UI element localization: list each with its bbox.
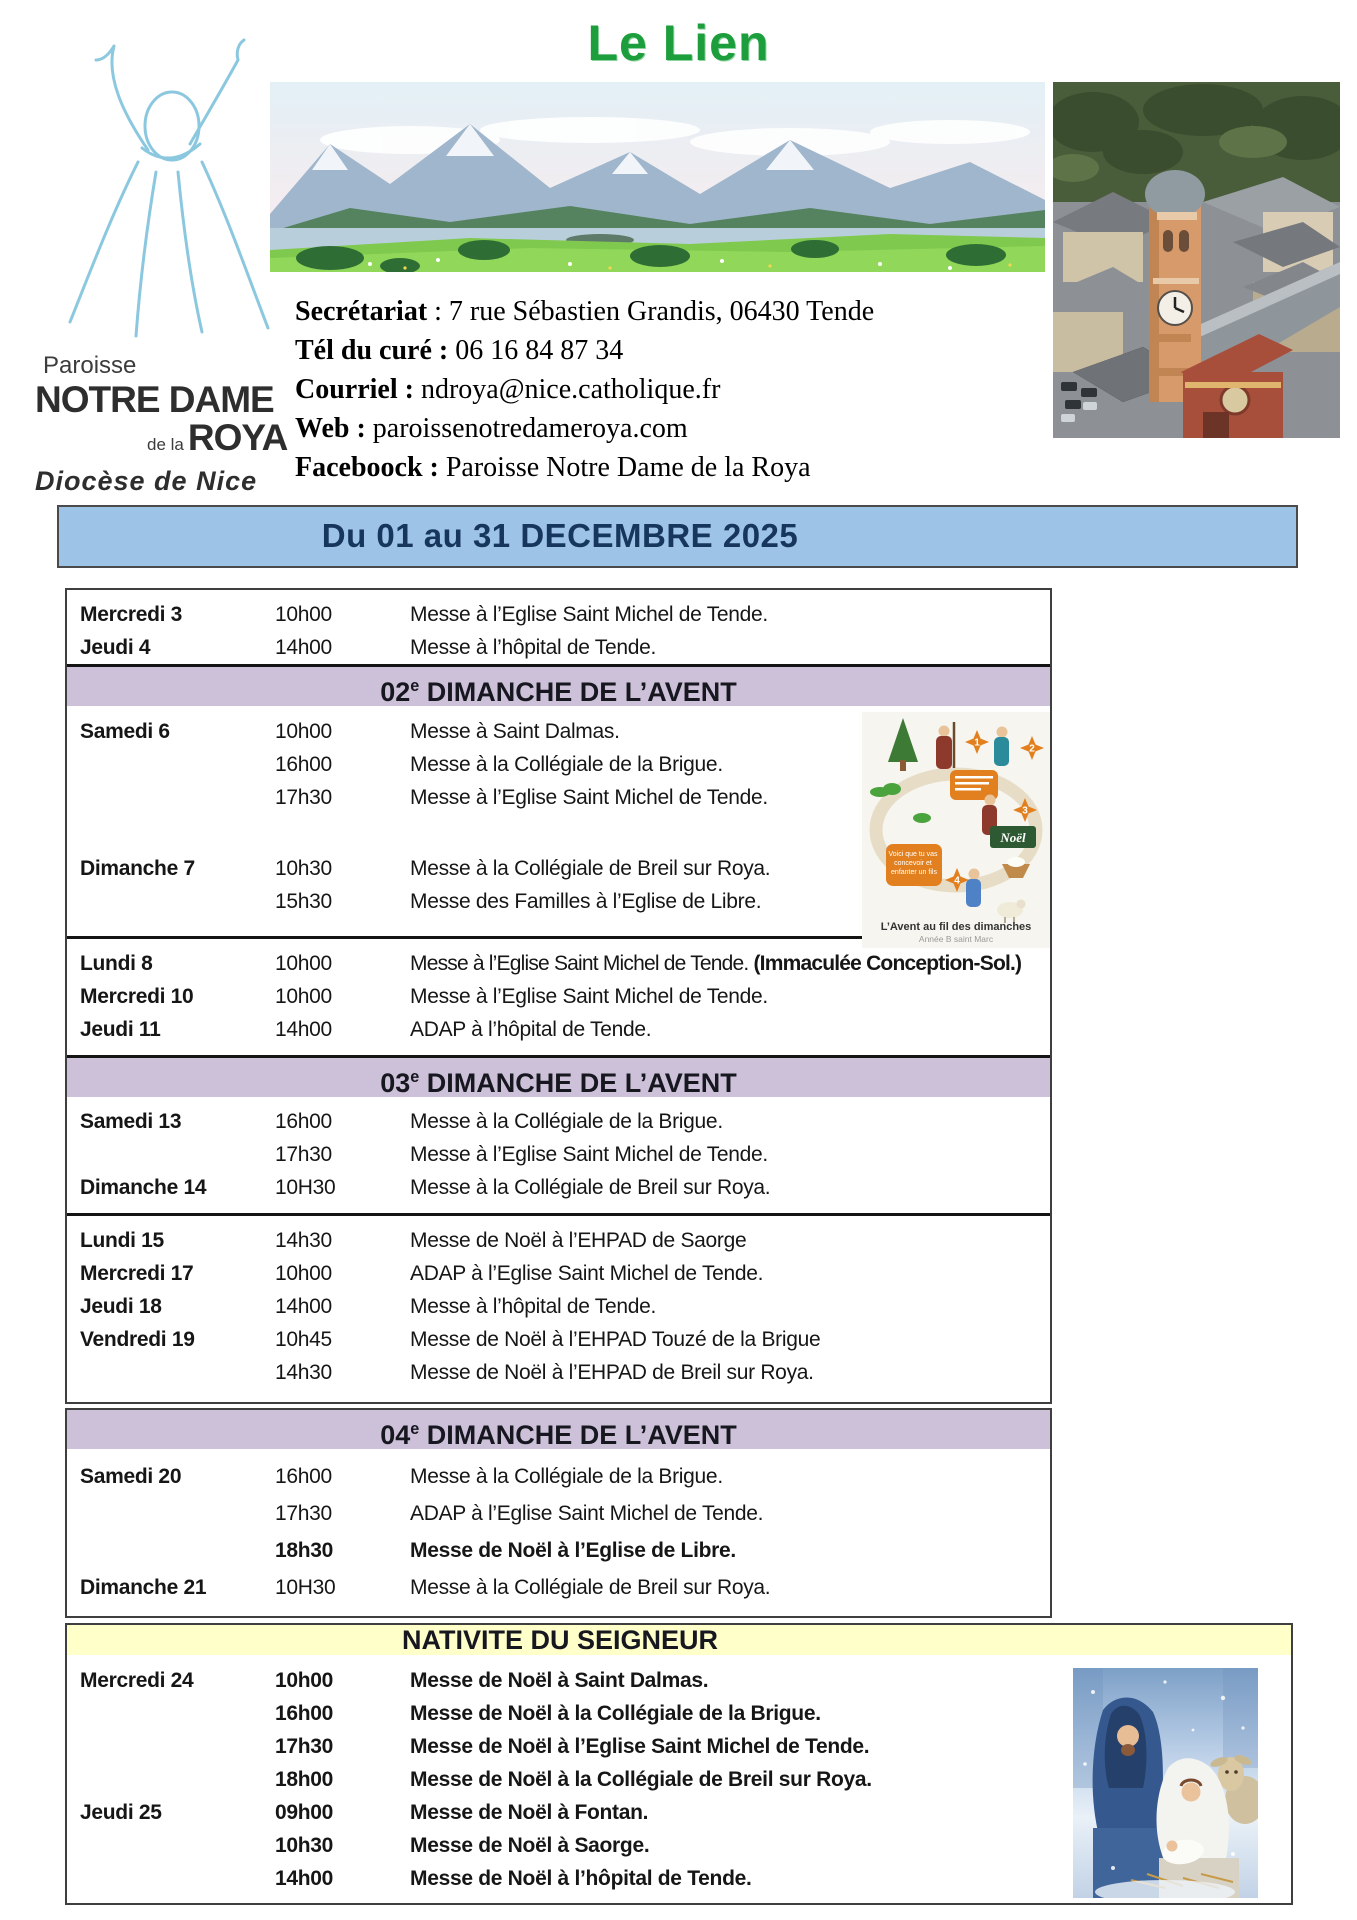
svg-text:1: 1 [974, 737, 980, 749]
schedule-row [67, 1458, 1050, 1495]
row-day: Jeudi 4 [80, 636, 151, 659]
row-description: Messe de Noël à l’Eglise Saint Michel de Tende. [410, 1735, 870, 1758]
row-description: Messe à Saint Dalmas. [410, 720, 620, 743]
row-time: 17h30 [275, 1502, 332, 1525]
row-description: Messe de Noël à l’EHPAD Touzé de la Brigue [410, 1328, 821, 1351]
row-description: Messe à la Collégiale de Breil sur Roya. [410, 857, 771, 880]
schedule-row [67, 1171, 1050, 1204]
schedule-row-group [67, 1449, 1050, 1606]
landscape-illustration-image [270, 82, 1045, 272]
schedule-row [67, 1356, 1050, 1389]
row-day [80, 1862, 275, 1895]
row-description: Messe de Noël à l’hôpital de Tende. [410, 1867, 752, 1890]
section-header-band: 02e DIMANCHE DE L’AVENT [67, 667, 1050, 706]
row-time: 10h00 [275, 1669, 334, 1692]
row-description: Messe de Noël à Saint Dalmas. [410, 1669, 709, 1692]
contact-line: Faceboock : Paroisse Notre Dame de la Roya [295, 452, 811, 483]
schedule-row-group [67, 1097, 1050, 1213]
schedule-row [67, 1105, 1050, 1138]
row-day [80, 748, 275, 781]
row-day [80, 1356, 275, 1389]
row-time: 10H30 [275, 1576, 336, 1599]
date-banner [57, 505, 1298, 568]
schedule-row-group [67, 1216, 1050, 1402]
row-day [80, 1138, 275, 1171]
village-photo-image [1053, 82, 1340, 438]
schedule-row [67, 1569, 1050, 1606]
svg-text:Année B saint Marc: Année B saint Marc [918, 934, 994, 944]
row-time: 14h00 [275, 636, 332, 659]
row-day: Mercredi 10 [80, 985, 194, 1008]
row-day: Vendredi 19 [80, 1328, 195, 1351]
date-banner-text: Du 01 au 31 DECEMBRE 2025 [321, 517, 799, 554]
row-day: Samedi 6 [80, 720, 170, 743]
row-description: Messe à l’Eglise Saint Michel de Tende. [410, 786, 768, 809]
row-time: 15h30 [275, 890, 332, 913]
schedule-row [67, 1290, 1050, 1323]
row-description: Messe à la Collégiale de la Brigue. [410, 1110, 723, 1133]
section-header-band: NATIVITE DU SEIGNEUR [67, 1625, 1291, 1655]
row-day [80, 1730, 275, 1763]
row-day [80, 1697, 275, 1730]
row-day [80, 1532, 275, 1569]
schedule-row [67, 1013, 1050, 1046]
schedule-row [67, 980, 1050, 1013]
row-description: Messe de Noël à l’EHPAD de Saorge [410, 1229, 747, 1252]
row-time: 17h30 [275, 786, 332, 809]
row-day [80, 1495, 275, 1532]
row-time: 16h00 [275, 1110, 332, 1133]
row-time: 10h00 [275, 720, 332, 743]
row-description: Messe de Noël à Saorge. [410, 1834, 650, 1857]
schedule-row [67, 1257, 1050, 1290]
row-description: Messe de Noël à la Collégiale de la Brigue. [410, 1702, 821, 1725]
row-description: Messe à l’Eglise Saint Michel de Tende. [410, 1143, 768, 1166]
logo-line-roya: de la ROYA [147, 417, 288, 458]
row-description: Messe à l’hôpital de Tende. [410, 1295, 657, 1318]
advent-illustration-image [862, 712, 1050, 948]
contact-info [295, 292, 874, 487]
row-day: Dimanche 14 [80, 1176, 207, 1199]
row-time: 10h00 [275, 952, 332, 975]
section-header-band: 04e DIMANCHE DE L’AVENT [67, 1410, 1050, 1449]
row-day: Lundi 8 [80, 952, 153, 975]
schedule-table-december [65, 588, 1052, 1404]
row-description: ADAP à l’Eglise Saint Michel de Tende. [410, 1262, 764, 1285]
row-day [80, 885, 275, 918]
schedule-row [67, 1532, 1050, 1569]
row-description: ADAP à l’Eglise Saint Michel de Tende. [410, 1502, 764, 1525]
row-day: Samedi 13 [80, 1110, 182, 1133]
row-description-bold: (Immaculée Conception-Sol.) [753, 952, 1022, 975]
row-time: 10h00 [275, 603, 332, 626]
row-day [80, 1829, 275, 1862]
row-day: Samedi 20 [80, 1465, 182, 1488]
row-description: Messe des Familles à l’Eglise de Libre. [410, 890, 762, 913]
row-time: 17h30 [275, 1735, 334, 1758]
parish-logo-figure-icon [50, 30, 290, 350]
row-description: Messe à l’Eglise Saint Michel de Tende. (Immaculée Conception-Sol.) [410, 952, 1022, 975]
row-time: 16h00 [275, 1465, 332, 1488]
row-time: 10h45 [275, 1328, 332, 1351]
logo-line-notre-dame: NOTRE DAME [35, 379, 274, 420]
row-time: 14h00 [275, 1867, 334, 1890]
row-description: Messe de Noël à Fontan. [410, 1801, 649, 1824]
svg-text:Voici que tu vas concevo: Voici que tu vas concevoir et enfanter un fils [888, 851, 938, 876]
row-time: 09h00 [275, 1801, 334, 1824]
contact-line: Courriel : ndroya@nice.catholique.fr [295, 374, 721, 405]
row-day: Lundi 15 [80, 1229, 164, 1252]
row-time: 10h30 [275, 1834, 334, 1857]
row-description: Messe de Noël à l’Eglise de Libre. [410, 1539, 736, 1562]
row-day: Mercredi 17 [80, 1262, 194, 1285]
nativity-illustration-image [1073, 1668, 1258, 1898]
schedule-row [67, 947, 1050, 980]
row-description: Messe à la Collégiale de la Brigue. [410, 753, 723, 776]
row-description: Messe à la Collégiale de Breil sur Roya. [410, 1576, 771, 1599]
row-description: Messe à l’Eglise Saint Michel de Tende. [410, 985, 768, 1008]
svg-text:L’Avent au fil des dimanches: L’Avent au fil des dimanches [880, 921, 1032, 933]
row-day: Dimanche 21 [80, 1576, 207, 1599]
row-day: Mercredi 3 [80, 603, 183, 626]
row-day [80, 1763, 275, 1796]
svg-text:3: 3 [1022, 805, 1028, 817]
row-description: Messe à l’hôpital de Tende. [410, 636, 657, 659]
section-header-band: 03e DIMANCHE DE L’AVENT [67, 1058, 1050, 1097]
schedule-row [67, 631, 1050, 664]
schedule-row [67, 1138, 1050, 1171]
row-description: Messe à la Collégiale de Breil sur Roya. [410, 1176, 771, 1199]
row-day [80, 781, 275, 814]
page-title: Le Lien [587, 15, 770, 71]
schedule-row-group [67, 590, 1050, 664]
schedule-row-group [67, 939, 1050, 1055]
row-description: Messe à la Collégiale de la Brigue. [410, 1465, 723, 1488]
row-time: 10h00 [275, 1262, 332, 1285]
row-time: 17h30 [275, 1143, 332, 1166]
svg-text:2: 2 [1029, 743, 1035, 755]
row-description: Messe de Noël à la Collégiale de Breil sur Roya. [410, 1768, 872, 1791]
row-time: 10h00 [275, 985, 332, 1008]
row-time: 16h00 [275, 753, 332, 776]
row-time: 14h30 [275, 1361, 332, 1384]
row-description: ADAP à l’hôpital de Tende. [410, 1018, 652, 1041]
row-description: Messe à l’Eglise Saint Michel de Tende. [410, 603, 768, 626]
row-day: Mercredi 24 [80, 1669, 194, 1692]
row-day: Jeudi 25 [80, 1801, 162, 1824]
contact-line: Web : paroissenotredameroya.com [295, 413, 688, 444]
row-time: 10H30 [275, 1176, 336, 1199]
row-day: Jeudi 11 [80, 1018, 161, 1041]
logo-line-diocese: Diocèse de Nice [35, 466, 258, 496]
schedule-row [67, 1495, 1050, 1532]
contact-line: Tél du curé : 06 16 84 87 34 [295, 335, 624, 366]
row-time: 18h00 [275, 1768, 334, 1791]
logo-line-paroisse: Paroisse [43, 352, 137, 379]
row-day: Dimanche 7 [80, 857, 195, 880]
contact-line: Secrétariat : 7 rue Sébastien Grandis, 06430 Tende [295, 296, 875, 327]
row-day: Jeudi 18 [80, 1295, 162, 1318]
row-time: 10h30 [275, 857, 332, 880]
row-time: 16h00 [275, 1702, 334, 1725]
row-description: Messe de Noël à l’EHPAD de Breil sur Roya. [410, 1361, 814, 1384]
row-time: 14h00 [275, 1295, 332, 1318]
row-time: 14h00 [275, 1018, 332, 1041]
schedule-row [67, 1224, 1050, 1257]
svg-text:Noël: Noël [1000, 830, 1026, 845]
svg-text:4: 4 [954, 875, 960, 887]
row-time: 14h30 [275, 1229, 332, 1252]
row-time: 18h30 [275, 1539, 334, 1562]
schedule-row [67, 1323, 1050, 1356]
schedule-table-advent4 [65, 1408, 1052, 1618]
schedule-row [67, 598, 1050, 631]
